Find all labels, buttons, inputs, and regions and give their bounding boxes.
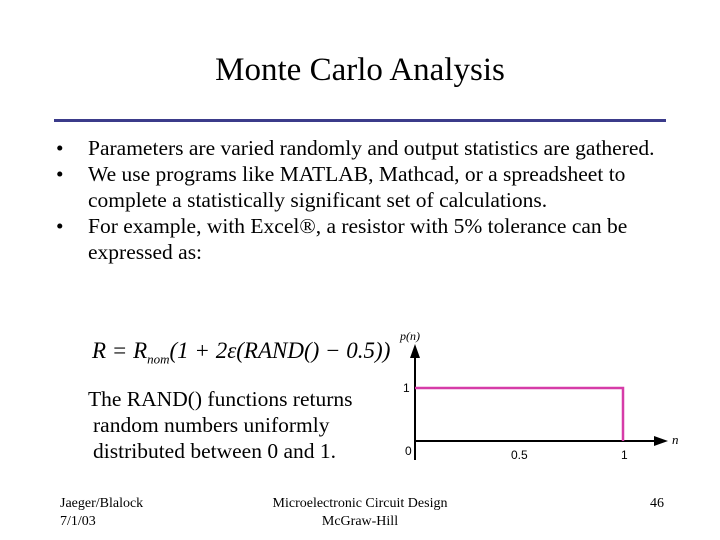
footer-authors <box>60 495 143 531</box>
bullet-text: We use programs like MATLAB, Mathcad, or a spreadsheet to complete a statistically significant set of calculations. <box>88 162 626 212</box>
y-tick-label: 1 <box>403 381 410 395</box>
rand-line: random numbers uniformly <box>93 413 330 437</box>
x-axis-arrow <box>654 436 668 446</box>
bullet-item <box>56 135 656 161</box>
rand-line: distributed between 0 and 1. <box>93 439 337 463</box>
bullet-marker: • <box>56 214 64 238</box>
rand-line: The RAND() functions returns <box>88 387 353 411</box>
x-tick-label: 0.5 <box>511 448 528 462</box>
bullet-text: Parameters are varied randomly and output statistics are gathered. <box>88 136 655 160</box>
bullet-item <box>56 161 656 213</box>
resistor-formula <box>92 338 390 368</box>
y-axis-arrow <box>410 344 420 358</box>
footer-date-text: 7/1/03 <box>60 514 96 529</box>
footer-publisher: McGraw-Hill <box>321 514 399 529</box>
formula-rhs: (1 + 2ε(RAND() − 0.5)) <box>169 338 391 363</box>
x-axis-label: n <box>672 432 679 447</box>
bullet-text: For example, with Excel®, a resistor with 5% tolerance can be expressed as: <box>88 214 628 264</box>
bullet-marker: • <box>56 136 64 160</box>
origin-label: 0 <box>405 444 412 458</box>
bullet-marker: • <box>56 162 64 186</box>
distribution-curve <box>415 388 623 441</box>
page-number: 46 <box>650 496 664 511</box>
slide-title: Monte Carlo Analysis <box>215 52 505 88</box>
x-tick-label: 1 <box>621 448 628 462</box>
rand-description <box>88 386 408 464</box>
formula-subscript: nom <box>147 351 170 367</box>
y-axis-label: p(n) <box>400 329 420 343</box>
footer-book <box>240 495 480 531</box>
title-divider <box>54 119 666 122</box>
bullet-list <box>56 135 656 265</box>
footer-author-text: Jaeger/Blalock <box>60 496 144 511</box>
bullet-item <box>56 213 656 265</box>
uniform-distribution-plot <box>398 324 688 464</box>
footer-book-title: Microelectronic Circuit Design <box>272 496 448 511</box>
formula-lhs: R = R <box>92 338 148 363</box>
